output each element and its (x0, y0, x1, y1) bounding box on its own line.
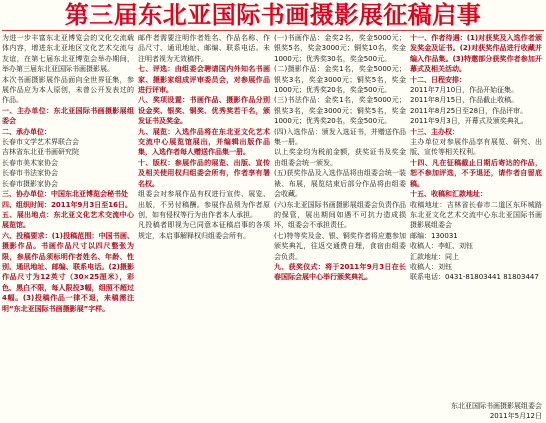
paragraph: 十四、凡在征稿截止日期后寄达的作品，恕不参加评选，不予退还，请作者自留底稿。 (410, 158, 542, 188)
paragraph: 主办单位对参展作品享有展览、研究、出版、宣传等相关权利。 (410, 138, 542, 157)
paragraph: (四)入选作品：颁发入选证书，并赠送作品集一册。 (274, 127, 406, 147)
paragraph: 组委会对参展作品有权进行宣传、展览、出版，不另付稿酬。参展作品须为作者原创，如有侵权等行为由作者本人承担。 (138, 190, 270, 219)
paragraph: 为进一步丰富东北亚博览会的文化交流载体内容，增进东北亚地区文化艺术交流与友谊，在第七届东北亚博览会举办期间，举办第三届东北亚国际书画摄影展。 (2, 34, 134, 74)
paragraph: 九、展览：入选作品将在东北亚文化艺术交流中心展览馆展出，并编辑出版作品集，入选作者每人赠送作品集一册。 (138, 127, 270, 157)
paragraph: 以上奖金均为税前金额，获奖证书及奖金由组委会统一颁发。 (274, 148, 406, 167)
column-2 (138, 33, 270, 403)
body-columns (2, 33, 544, 403)
paragraph: 汇款地址：同上 (410, 252, 459, 261)
paragraph: (三)书法作品：金奖1名，奖金5000元；银奖3名，奖金3000元；铜奖5名，奖金1000元；优秀奖20名，奖金500元。 (274, 96, 406, 126)
paragraph: 本次书画摄影展作品面向全世界征集，参展作品应为本人原创，未曾公开发表过的作品。 (2, 75, 134, 105)
paragraph: 2011年8月25日至28日，作品评审。 (410, 106, 528, 115)
paragraph: 七、评选：由组委会聘请国内外知名书画家、摄影家组成评审委员会，对参展作品进行评审。 (138, 65, 270, 95)
paragraph: 联系电话：0431-81803441 81803447 (410, 273, 539, 282)
paragraph: 十二、日程安排： (410, 75, 466, 84)
paragraph: (六)东北亚国际书画摄影展组委会负责作品的保管，展出期间如遇不可抗力造成损坏，组委会不承担责任。 (274, 200, 406, 230)
paragraph: 三、协办单位：中国东北亚博览会秘书处 (2, 190, 128, 199)
paragraph: 长春市书法家协会 (2, 169, 58, 178)
paragraph: 2011年7月10日，作品开始征集。 (410, 86, 519, 95)
paragraph: 十三、主办权： (410, 127, 459, 136)
paragraph: 邮件者需要注明作者姓名、作品名称、作品尺寸、通讯地址、邮编、联系电话。未注明者视为无效稿件。 (138, 34, 270, 63)
paragraph: 十一、作者待遇：(1)对获奖及入选作者颁发奖金及证书。(2)对获奖作品进行收藏并编入作品集。(3)特邀部分获奖作者参加开幕式及相关活动。 (410, 34, 542, 74)
column-3 (274, 33, 406, 403)
paragraph: 2011年9月3日，开幕式及颁奖典礼。 (410, 117, 528, 126)
paragraph: 长春市美术家协会 (2, 158, 58, 167)
paragraph: 吉林省东北亚书画研究院 (2, 148, 79, 157)
paragraph: 二、承办单位： (2, 127, 51, 136)
paragraph: 九、获奖仪式：将于2011年9月3日在长春国际会展中心举行颁奖典礼。 (274, 262, 406, 282)
paragraph: 八、奖项设置：书画作品、摄影作品分别设金奖、银奖、铜奖、优秀奖若干名，颁发证书及奖金。 (138, 96, 270, 126)
top-divider (2, 30, 544, 31)
footer (451, 401, 542, 421)
paragraph: 五、展出地点：东北亚文化艺术交流中心展览馆。 (2, 210, 134, 230)
paragraph: 六、投稿要求：(1)投稿范围：中国书画、摄影作品。书画作品尺寸以四尺整张为限，参展作品须标明作者姓名、年龄、性别、通讯地址、邮编、联系电话。(2)摄影作品尺寸为12英寸（30×25厘米），彩色、黑白不限，每人限投3幅，组照不超过4幅。(3)投稿作品一律不退，来稿需注明“东北亚国际书画摄影展”字样。 (2, 231, 134, 313)
paragraph: 收稿人：李虹、刘钰 (410, 242, 473, 251)
paragraph: 长春市文学艺术界联合会 (2, 138, 79, 147)
paragraph: 收稿地址：吉林省长春市二道区东环城路东北亚文化艺术交流中心东北亚国际书画摄影展组委会 (410, 200, 542, 230)
column-1 (2, 33, 134, 403)
paragraph: (七)特等奖及金、银、铜奖作者将应邀参加颁奖典礼，往返交通费自理，食宿由组委会负责。 (274, 231, 406, 261)
paragraph: (二)摄影作品：金奖1名，奖金5000元；银奖3名，奖金3000元；铜奖5名，奖金1000元；优秀奖20名，奖金500元。 (274, 65, 406, 95)
footer-date: 2011年5月12日 (489, 412, 542, 420)
paragraph: 长春市摄影家协会 (2, 179, 58, 188)
paragraph: 十五、收稿和汇款地址： (410, 190, 487, 199)
paragraph: 收稿人：刘钰 (410, 262, 452, 271)
paragraph: 2011年8月15日，作品截止收稿。 (410, 96, 519, 105)
paragraph: 十、版权：参展作品的展览、出版、宣传及相关使用权归组委会所有，作者享有署名权。 (138, 158, 270, 188)
paragraph: (五)获奖作品及入选作品将由组委会统一装裱、布展，展览结束后部分作品将由组委会收藏。 (274, 169, 406, 199)
paragraph: (一)书画作品：金奖2名，奖金5000元；银奖5名，奖金3000元；铜奖10名，奖金1000元；优秀奖30名，奖金500元。 (274, 34, 406, 63)
paragraph: 一、主办单位：东北亚国际书画摄影展组委会 (2, 106, 134, 126)
headline: 第三届东北亚国际书画摄影展征稿启事 (64, 1, 482, 29)
paragraph: 邮编：130031 (410, 231, 458, 240)
column-4 (410, 33, 542, 403)
paragraph: 凡投稿者即视为已同意本征稿启事的各项规定，本启事解释权归组委会所有。 (138, 221, 270, 240)
paragraph: 四、组织时间：2011年9月3日至16日。 (2, 200, 132, 209)
footer-organization: 东北亚国际书画摄影展组委会 (451, 402, 542, 410)
